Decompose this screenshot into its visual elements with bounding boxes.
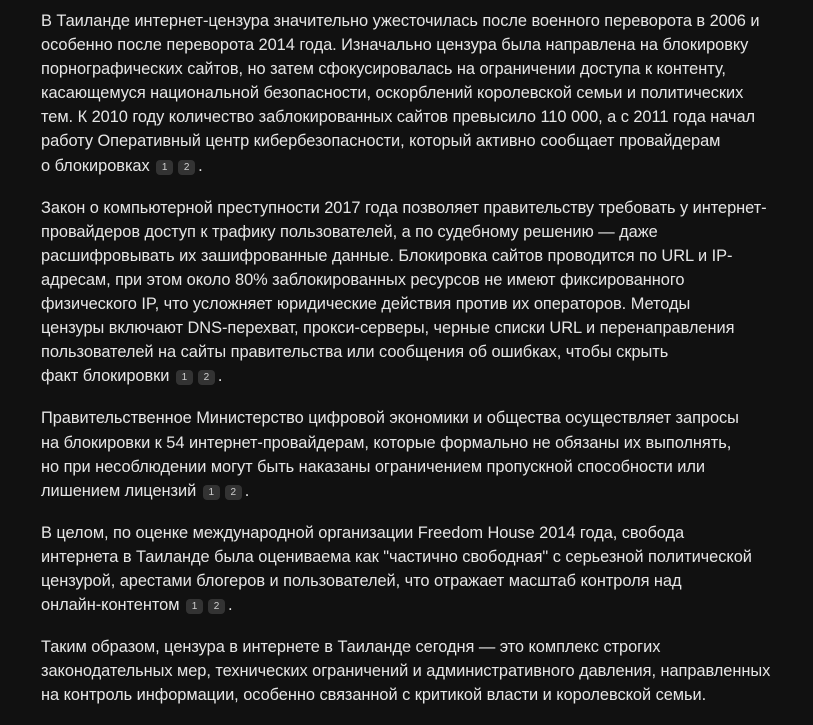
text-line-last [41, 479, 781, 503]
text-line: но при несоблюдении могут быть наказаны ограничением пропускной способности или [41, 457, 706, 476]
citation-badge[interactable]: 1 [176, 370, 193, 385]
citation-badge[interactable]: 1 [203, 485, 220, 500]
text-line: особенно после переворота 2014 года. Изначально цензура была направлена на блокировку [41, 36, 749, 55]
text-line: на блокировки к 54 интернет-провайдерам, которые формально не обязаны их выполнять, [41, 433, 732, 452]
text-line: цензуры включают DNS-перехват, прокси-серверы, черные списки URL и перенаправления [41, 319, 735, 338]
paragraph-3 [41, 406, 781, 502]
text-line-last [41, 593, 781, 617]
citation-badge[interactable]: 2 [198, 370, 215, 385]
text-line: расшифровывать их зашифрованные данные. Блокировка сайтов проводится по URL и IP- [41, 246, 733, 265]
text-line: В целом, по оценке международной организации Freedom House 2014 года, свобода [41, 523, 685, 542]
text-line: физического IP, что усложняет юридические действия против их операторов. Методы [41, 295, 691, 314]
citation-badge[interactable]: 2 [178, 160, 195, 175]
paragraph-end: . [198, 156, 203, 175]
paragraph-end: . [217, 367, 223, 386]
text-line: на контроль информации, особенно связанной с критикой власти и королевской семьи. [41, 686, 707, 705]
paragraph-end: . [227, 596, 233, 615]
text-line-last [41, 364, 781, 388]
text-line: касающемуся национальной безопасности, оскорблений королевской семьи и политических [41, 84, 744, 103]
article-content [41, 9, 781, 725]
citation-badge[interactable]: 2 [225, 485, 242, 500]
text-line: адресам, при этом около 80% заблокированных ресурсов не имеют фиксированного [41, 270, 685, 289]
paragraph-5 [41, 635, 781, 707]
text-line: пользователей на сайты правительства или сообщения об ошибках, чтобы скрыть [41, 343, 669, 362]
text-fragment: онлайн-контентом [41, 596, 180, 615]
paragraph-4 [41, 521, 781, 617]
text-line: Таким образом, цензура в интернете в Таиланде сегодня — это комплекс строгих [41, 638, 661, 657]
text-line: Закон о компьютерной преступности 2017 года позволяет правительству требовать у интернет- [41, 198, 767, 217]
text-line: работу Оперативный центр кибербезопасности, который активно сообщает провайдерам [41, 132, 721, 151]
paragraph-2 [41, 196, 781, 389]
citation-badge[interactable]: 1 [156, 160, 173, 175]
paragraph-1 [41, 9, 781, 178]
text-line: интернета в Таиланде была оцениваема как "частично свободная" с серьезной политической [41, 547, 752, 566]
text-line: Правительственное Министерство цифровой экономики и общества осуществляет запросы [41, 409, 739, 428]
paragraph-end: . [244, 481, 250, 500]
text-line: законодательных мер, технических ограничений и административного давления, направленных [41, 662, 771, 681]
text-fragment: факт блокировки [41, 367, 170, 386]
text-line: цензурой, арестами блогеров и пользователей, что отражает масштаб контроля над [41, 571, 682, 590]
text-fragment: лишением лицензий [41, 481, 197, 500]
text-line: порнографических сайтов, но затем сфокусировалась на ограничении доступа к контенту, [41, 60, 726, 79]
text-fragment: о блокировках [41, 156, 150, 175]
text-line-last [41, 154, 781, 178]
citation-badge[interactable]: 1 [186, 599, 203, 614]
text-line: В Таиланде интернет-цензура значительно ужесточилась после военного переворота в 2006 и [41, 12, 760, 30]
text-line: провайдеров доступ к трафику пользователей, а по судебному решению — даже [41, 222, 658, 241]
citation-badge[interactable]: 2 [208, 599, 225, 614]
text-line: тем. К 2010 году количество заблокированных сайтов превысило 110 000, а с 2011 года начал [41, 108, 756, 127]
